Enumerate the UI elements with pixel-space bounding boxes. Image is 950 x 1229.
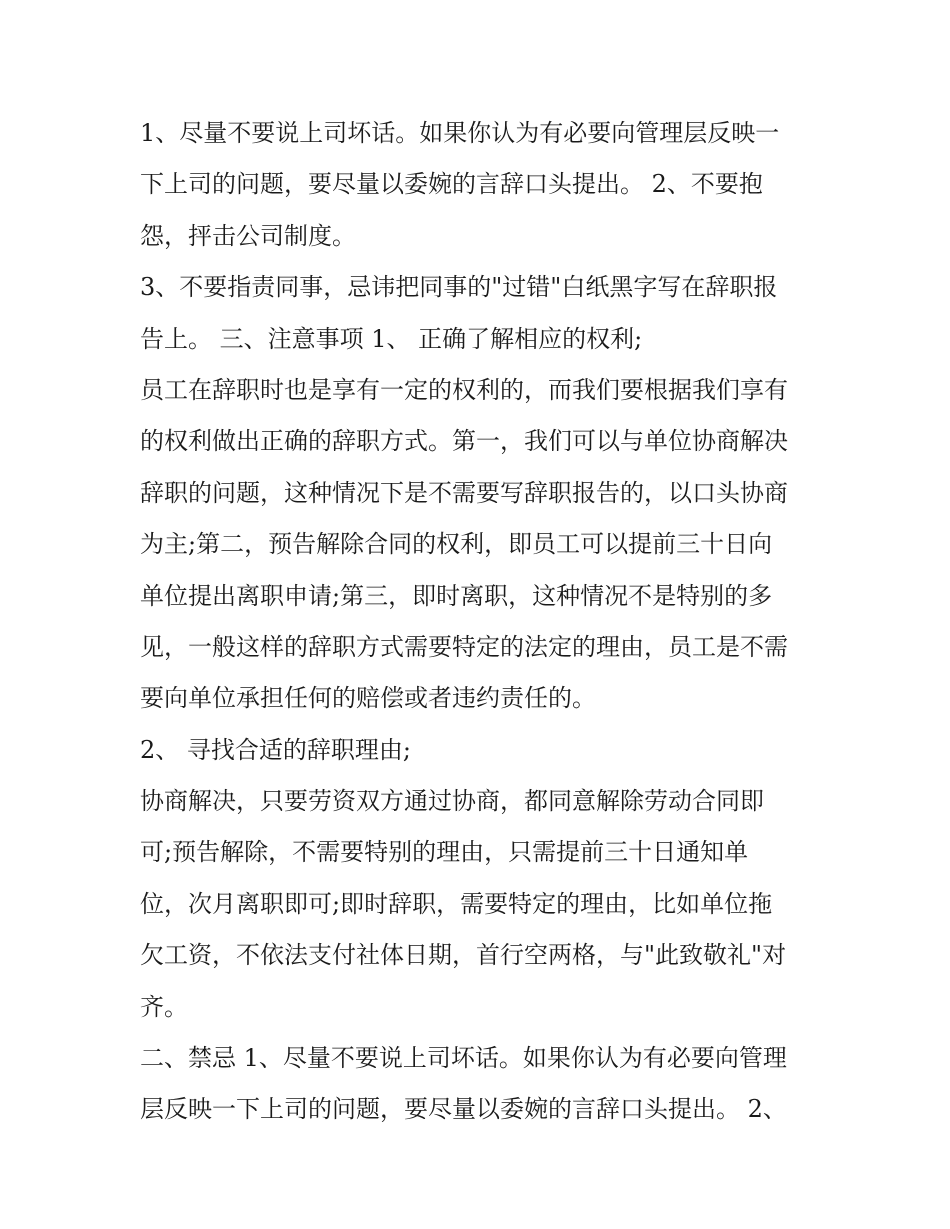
text-line: 2、 寻找合适的辞职理由; — [140, 735, 411, 764]
text-line: 层反映一下上司的问题，要尽量以委婉的言辞口头提出。 2、 — [140, 1095, 787, 1124]
text-line: 员工在辞职时也是享有一定的权利的，而我们要根据我们享有 — [140, 375, 788, 404]
text-line: 下上司的问题，要尽量以委婉的言辞口头提出。 2、不要抱 — [140, 170, 763, 199]
text-line: 1、尽量不要说上司坏话。如果你认为有必要向管理层反映一 — [140, 119, 780, 147]
text-line: 见，一般这样的辞职方式需要特定的法定的理由，员工是不需 — [140, 632, 788, 661]
text-line: 告上。 三、注意事项 1、 正确了解相应的权利; — [140, 324, 643, 353]
text-line: 二、禁忌 1、尽量不要说上司坏话。如果你认为有必要向管理 — [140, 1044, 787, 1073]
text-line: 要向单位承担任何的赔偿或者违约责任的。 — [140, 684, 596, 713]
text-line: 可;预告解除，不需要特别的理由，只需提前三十日通知单 — [140, 838, 749, 867]
text-line: 单位提出离职申请;第三，即时离职，这种情况不是特别的多 — [140, 581, 773, 610]
document-body — [140, 108, 820, 1136]
text-line: 辞职的问题，这种情况下是不需要写辞职报告的，以口头协商 — [140, 478, 788, 507]
text-line: 怨，抨击公司制度。 — [140, 221, 356, 250]
text-line: 欠工资，不依法支付社体日期，首行空两格，与"此致敬礼"对 — [140, 941, 787, 970]
text-line: 为主;第二，预告解除合同的权利，即员工可以提前三十日向 — [140, 530, 773, 559]
text-line: 齐。 — [140, 992, 188, 1021]
text-line: 3、不要指责同事，忌讳把同事的"过错"白纸黑字写在辞职报 — [140, 273, 778, 302]
text-line: 协商解决，只要劳资双方通过协商，都同意解除劳动合同即 — [140, 787, 764, 816]
text-line: 位，次月离职即可;即时辞职，需要特定的理由，比如单位拖 — [140, 889, 773, 918]
text-line: 的权利做出正确的辞职方式。第一，我们可以与单位协商解决 — [140, 427, 788, 456]
